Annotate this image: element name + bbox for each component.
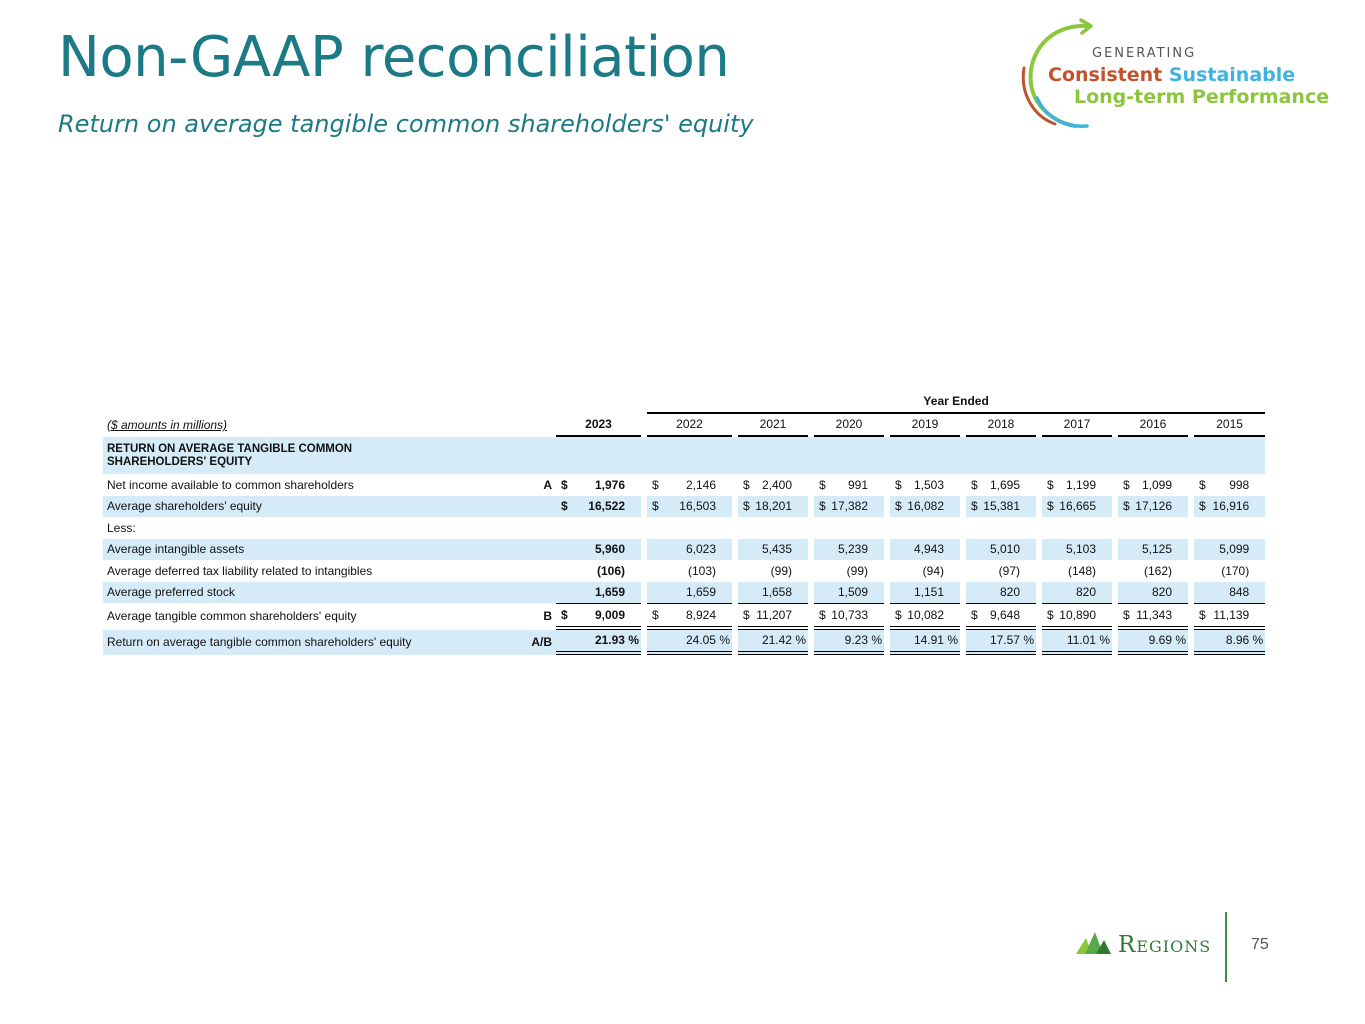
value-cell-2021 — [738, 630, 808, 656]
cell-value: 24.05 % — [685, 633, 730, 648]
value-cell-2021 — [738, 539, 808, 561]
row-reference — [526, 582, 556, 604]
value-cell-2018 — [966, 496, 1036, 518]
currency-symbol: $ — [1123, 477, 1130, 492]
value-cell-2020 — [814, 603, 884, 630]
currency-symbol: $ — [743, 499, 750, 514]
cell-value: 11,207 — [756, 607, 792, 622]
logo-sustainable-text: Sustainable — [1168, 64, 1296, 86]
value-cell-2023 — [556, 517, 641, 539]
value-cell-2022 — [647, 582, 732, 604]
table-row — [103, 474, 1265, 496]
cell-value: 1,658 — [761, 585, 792, 600]
value-cell-2015 — [1194, 603, 1265, 630]
value-cell-2015 — [1194, 539, 1265, 561]
value-cell-2022 — [647, 517, 732, 539]
cell-value: 11,343 — [1136, 607, 1172, 622]
currency-symbol: $ — [561, 477, 568, 492]
value-cell-2016 — [1118, 539, 1188, 561]
page-number: 75 — [1251, 936, 1269, 953]
value-cell-2022 — [647, 474, 732, 496]
row-label: Average tangible common shareholders' equity — [107, 609, 357, 624]
currency-symbol: $ — [971, 477, 978, 492]
table-row — [103, 603, 1265, 630]
cell-value: 11.01 % — [1066, 633, 1110, 648]
table-row — [103, 630, 1265, 656]
currency-symbol: $ — [652, 499, 659, 514]
value-cell-2023 — [556, 474, 641, 496]
value-cell-2019 — [890, 517, 960, 539]
cell-value: (99) — [846, 563, 868, 578]
cell-value: 1,976 — [594, 477, 625, 492]
currency-symbol: $ — [1123, 607, 1130, 622]
cell-value: 820 — [999, 585, 1020, 600]
cell-value: 11,139 — [1213, 607, 1250, 622]
cell-value: 5,239 — [837, 542, 868, 557]
cell-value: 16,503 — [679, 499, 716, 514]
table-row — [103, 517, 1265, 539]
value-cell-2018 — [966, 517, 1036, 539]
value-cell-2015 — [1194, 517, 1265, 539]
value-cell-2017 — [1042, 517, 1112, 539]
value-cell-2015 — [1194, 630, 1265, 656]
row-label: Average intangible assets — [103, 539, 526, 561]
value-cell-2021 — [738, 582, 808, 604]
value-cell-2020 — [814, 560, 884, 582]
year-header-2021: 2021 — [738, 414, 808, 438]
cell-value: 9.69 % — [1148, 633, 1186, 648]
cell-value: 8,924 — [685, 607, 716, 622]
row-reference — [526, 517, 556, 539]
cell-value: 998 — [1229, 477, 1250, 492]
year-header-row — [103, 414, 1265, 438]
cell-value: (106) — [596, 563, 625, 578]
value-cell-2018 — [966, 603, 1036, 630]
cell-value: 10,733 — [831, 607, 868, 622]
currency-symbol: $ — [971, 499, 978, 514]
value-cell-2016 — [1118, 517, 1188, 539]
year-header-2020: 2020 — [814, 414, 884, 438]
cell-value: 9.23 % — [844, 633, 882, 648]
value-cell-2020 — [814, 496, 884, 518]
value-cell-2020 — [814, 517, 884, 539]
row-label: Average preferred stock — [103, 582, 526, 604]
year-header-2023: 2023 — [556, 414, 641, 438]
value-cell-2023 — [556, 582, 641, 604]
value-cell-2017 — [1042, 496, 1112, 518]
value-cell-2016 — [1118, 474, 1188, 496]
cell-value: 16,665 — [1059, 499, 1096, 514]
cell-value: 5,010 — [989, 542, 1020, 557]
cell-value: 1,099 — [1141, 477, 1172, 492]
year-header-2022: 2022 — [647, 414, 732, 438]
value-cell-2022 — [647, 496, 732, 518]
page-title: Non-GAAP reconciliation — [58, 25, 730, 90]
currency-symbol: $ — [652, 477, 659, 492]
cell-value: 16,916 — [1212, 499, 1250, 514]
cell-value: 5,099 — [1219, 542, 1250, 557]
cell-value: 18,201 — [755, 499, 792, 514]
cell-value: 21.93 % — [594, 633, 639, 648]
value-cell-2015 — [1194, 496, 1265, 518]
value-cell-2016 — [1118, 630, 1188, 656]
currency-symbol: $ — [819, 607, 826, 622]
row-reference: B — [543, 609, 552, 624]
cell-value: 991 — [847, 477, 868, 492]
value-cell-2023 — [556, 496, 641, 518]
cell-value: (170) — [1221, 563, 1250, 578]
cell-value: 1,659 — [594, 585, 625, 600]
currency-symbol: $ — [1047, 477, 1054, 492]
currency-symbol: $ — [1123, 499, 1130, 514]
footer-divider — [1225, 912, 1227, 982]
cell-value: 1,199 — [1065, 477, 1096, 492]
cell-value: (99) — [770, 563, 792, 578]
cell-value: 17.57 % — [989, 633, 1034, 648]
value-cell-2021 — [738, 603, 808, 630]
logo-line-2 — [1048, 64, 1295, 86]
value-cell-2019 — [890, 582, 960, 604]
currency-symbol: $ — [561, 607, 568, 622]
cell-value: 10,890 — [1059, 607, 1096, 622]
row-reference: A/B — [526, 630, 556, 656]
value-cell-2017 — [1042, 603, 1112, 630]
year-ended-header: Year Ended — [647, 390, 1265, 414]
cell-value: 21.42 % — [761, 633, 806, 648]
cell-value: (94) — [922, 563, 944, 578]
year-header-2017: 2017 — [1042, 414, 1112, 438]
regions-logo — [1076, 928, 1226, 958]
units-label: ($ amounts in millions) — [107, 418, 228, 433]
value-cell-2023 — [556, 630, 641, 656]
cell-value: (103) — [687, 563, 716, 578]
value-cell-2017 — [1042, 560, 1112, 582]
row-label: Return on average tangible common shareholders' equity — [103, 630, 526, 656]
cell-value: 820 — [1075, 585, 1096, 600]
cell-value: 16,522 — [588, 499, 625, 514]
table-row — [103, 560, 1265, 582]
value-cell-2015 — [1194, 474, 1265, 496]
cell-value: 9,648 — [989, 607, 1020, 622]
cell-value: 9,009 — [594, 607, 625, 622]
value-cell-2023 — [556, 539, 641, 561]
regions-wordmark: Regions — [1118, 932, 1212, 958]
value-cell-2022 — [647, 603, 732, 630]
value-cell-2019 — [890, 496, 960, 518]
row-reference — [526, 496, 556, 518]
value-cell-2022 — [647, 560, 732, 582]
value-cell-2017 — [1042, 539, 1112, 561]
value-cell-2021 — [738, 560, 808, 582]
cell-value: 848 — [1229, 585, 1250, 600]
cell-value: (148) — [1067, 563, 1096, 578]
value-cell-2021 — [738, 496, 808, 518]
value-cell-2017 — [1042, 582, 1112, 604]
cell-value: 5,125 — [1141, 542, 1172, 557]
value-cell-2019 — [890, 560, 960, 582]
currency-symbol: $ — [895, 607, 902, 622]
value-cell-2020 — [814, 539, 884, 561]
year-ended-row — [103, 390, 1265, 414]
currency-symbol: $ — [1199, 607, 1206, 622]
cell-value: 15,381 — [983, 499, 1020, 514]
cell-value: 5,435 — [761, 542, 792, 557]
section-title-row — [103, 437, 1265, 474]
value-cell-2019 — [890, 539, 960, 561]
value-cell-2019 — [890, 603, 960, 630]
cell-value: 2,146 — [685, 477, 716, 492]
value-cell-2016 — [1118, 582, 1188, 604]
value-cell-2018 — [966, 539, 1036, 561]
currency-symbol: $ — [971, 607, 978, 622]
cell-value: (97) — [998, 563, 1020, 578]
row-label: Net income available to common shareholders — [107, 477, 354, 492]
value-cell-2019 — [890, 630, 960, 656]
value-cell-2023 — [556, 560, 641, 582]
value-cell-2018 — [966, 630, 1036, 656]
value-cell-2017 — [1042, 630, 1112, 656]
value-cell-2015 — [1194, 582, 1265, 604]
currency-symbol: $ — [1047, 499, 1054, 514]
currency-symbol: $ — [561, 499, 568, 514]
value-cell-2020 — [814, 474, 884, 496]
year-header-2018: 2018 — [966, 414, 1036, 438]
cell-value: 10,082 — [907, 607, 944, 622]
cell-value: 1,509 — [837, 585, 868, 600]
cell-value: 17,126 — [1135, 499, 1172, 514]
row-reference — [526, 539, 556, 561]
table-row — [103, 496, 1265, 518]
cell-value: 1,503 — [913, 477, 944, 492]
logo-generating-text: GENERATING — [1092, 46, 1197, 61]
currency-symbol: $ — [1199, 477, 1206, 492]
value-cell-2016 — [1118, 496, 1188, 518]
currency-symbol: $ — [895, 477, 902, 492]
currency-symbol: $ — [1199, 499, 1206, 514]
value-cell-2018 — [966, 582, 1036, 604]
year-header-2015: 2015 — [1194, 414, 1265, 438]
logo-consistent-text: Consistent — [1048, 64, 1163, 86]
value-cell-2022 — [647, 630, 732, 656]
cell-value: 1,659 — [685, 585, 716, 600]
currency-symbol: $ — [895, 499, 902, 514]
cell-value: 2,400 — [761, 477, 792, 492]
value-cell-2016 — [1118, 603, 1188, 630]
cell-value: 1,151 — [913, 585, 944, 600]
generating-performance-logo — [1015, 18, 1335, 133]
value-cell-2018 — [966, 474, 1036, 496]
value-cell-2020 — [814, 582, 884, 604]
cell-value: 5,103 — [1065, 542, 1096, 557]
cell-value: 820 — [1151, 585, 1172, 600]
cell-value: 5,960 — [594, 542, 625, 557]
value-cell-2021 — [738, 517, 808, 539]
value-cell-2016 — [1118, 560, 1188, 582]
value-cell-2023 — [556, 603, 641, 630]
cell-value: 14.91 % — [913, 633, 958, 648]
value-cell-2019 — [890, 474, 960, 496]
currency-symbol: $ — [1047, 607, 1054, 622]
currency-symbol: $ — [819, 477, 826, 492]
value-cell-2022 — [647, 539, 732, 561]
regions-leaf-icon — [1076, 930, 1112, 956]
value-cell-2021 — [738, 474, 808, 496]
currency-symbol: $ — [743, 607, 750, 622]
cell-value: 6,023 — [685, 542, 716, 557]
roatce-table-container — [103, 390, 1265, 655]
logo-long-term-text: Long-term Performance — [1074, 86, 1330, 108]
value-cell-2020 — [814, 630, 884, 656]
cell-value: (162) — [1143, 563, 1172, 578]
cell-value: 1,695 — [989, 477, 1020, 492]
section-title: RETURN ON AVERAGE TANGIBLE COMMON SHAREHOLDERS' EQUITY — [103, 437, 526, 474]
cell-value: 16,082 — [907, 499, 944, 514]
roatce-reconciliation-table — [103, 390, 1265, 655]
row-label: Average deferred tax liability related to intangibles — [107, 563, 373, 578]
value-cell-2018 — [966, 560, 1036, 582]
value-cell-2017 — [1042, 474, 1112, 496]
cell-value: 17,382 — [831, 499, 868, 514]
row-label: Less: — [107, 520, 136, 535]
year-header-2019: 2019 — [890, 414, 960, 438]
table-row — [103, 582, 1265, 604]
row-label: Average shareholders' equity — [103, 496, 526, 518]
row-reference — [526, 560, 556, 582]
currency-symbol: $ — [743, 477, 750, 492]
row-reference: A — [543, 477, 552, 492]
currency-symbol: $ — [652, 607, 659, 622]
table-row — [103, 539, 1265, 561]
currency-symbol: $ — [819, 499, 826, 514]
cell-value: 8.96 % — [1225, 633, 1264, 648]
cell-value: 4,943 — [913, 542, 944, 557]
year-header-2016: 2016 — [1118, 414, 1188, 438]
value-cell-2015 — [1194, 560, 1265, 582]
page-subtitle: Return on average tangible common shareholders' equity — [58, 110, 754, 138]
